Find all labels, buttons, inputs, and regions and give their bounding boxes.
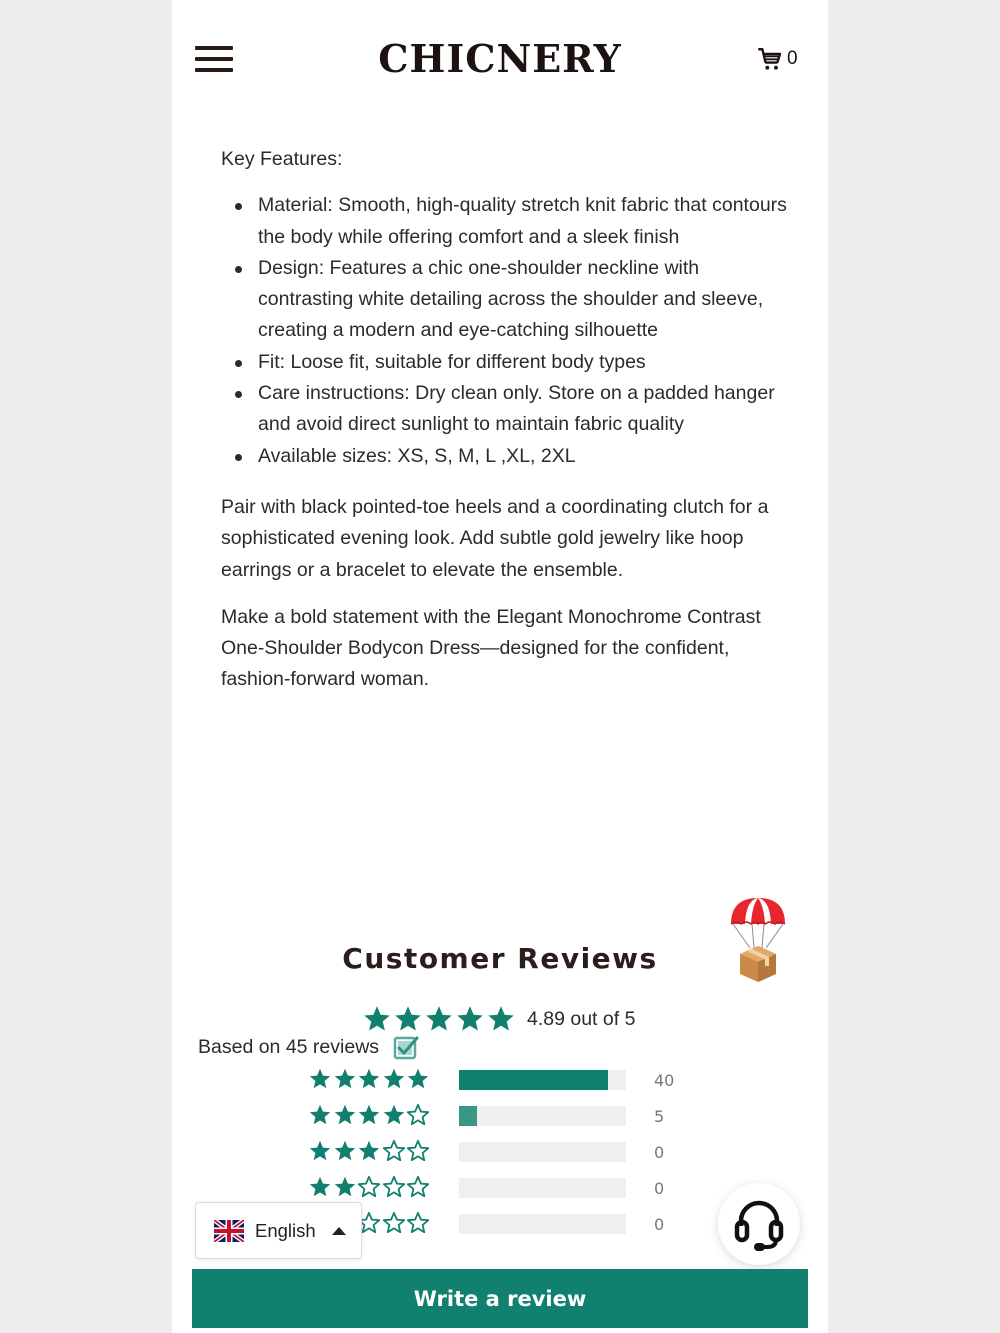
star-filled-icon bbox=[486, 1004, 516, 1034]
star-filled-icon bbox=[357, 1103, 381, 1127]
star-filled-icon bbox=[308, 1175, 332, 1199]
histogram-count: 0 bbox=[654, 1179, 665, 1198]
verified-check-icon bbox=[393, 1034, 419, 1060]
feature-item: Available sizes: XS, S, M, L ,XL, 2XL bbox=[221, 441, 791, 472]
feature-item: Design: Features a chic one-shoulder neckline with contrasting white detailing across the shoulder and sleeve, creating a modern and eye-catching silhouette bbox=[221, 253, 791, 347]
star-filled-icon bbox=[333, 1103, 357, 1127]
key-features-heading: Key Features: bbox=[221, 148, 343, 170]
based-on-row bbox=[198, 1034, 419, 1060]
histogram-bar bbox=[459, 1142, 626, 1162]
row-stars bbox=[308, 1175, 431, 1199]
histogram-bar-fill bbox=[459, 1106, 477, 1126]
star-empty-icon bbox=[382, 1175, 406, 1199]
star-empty-icon bbox=[406, 1175, 430, 1199]
star-empty-icon bbox=[406, 1139, 430, 1163]
average-rating-text: 4.89 out of 5 bbox=[527, 1007, 636, 1030]
average-rating bbox=[362, 1004, 635, 1034]
histogram-count: 0 bbox=[654, 1143, 665, 1162]
star-filled-icon bbox=[357, 1067, 381, 1091]
star-empty-icon bbox=[357, 1175, 381, 1199]
histogram-count: 40 bbox=[654, 1071, 675, 1090]
star-empty-icon bbox=[382, 1139, 406, 1163]
star-filled-icon bbox=[333, 1139, 357, 1163]
histogram-row-1[interactable] bbox=[308, 1210, 688, 1234]
row-stars bbox=[308, 1103, 431, 1127]
histogram-bar bbox=[459, 1214, 626, 1234]
closing-paragraph: Make a bold statement with the Elegant Monochrome Contrast One-Shoulder Bodycon Dress—designed for the confident, fashion-forward woman. bbox=[221, 605, 761, 691]
star-filled-icon bbox=[382, 1067, 406, 1091]
star-filled-icon bbox=[455, 1004, 485, 1034]
star-filled-icon bbox=[333, 1067, 357, 1091]
star-filled-icon bbox=[382, 1103, 406, 1127]
histogram-bar bbox=[459, 1106, 626, 1126]
histogram-row-4[interactable] bbox=[308, 1102, 688, 1126]
star-empty-icon bbox=[382, 1211, 406, 1235]
language-label: English bbox=[255, 1219, 316, 1241]
caret-up-icon bbox=[332, 1227, 346, 1235]
product-description bbox=[221, 144, 791, 712]
star-filled-icon bbox=[308, 1067, 332, 1091]
reviews-title: Customer Reviews bbox=[342, 942, 658, 975]
average-stars bbox=[362, 1004, 517, 1034]
histogram-count: 5 bbox=[654, 1107, 665, 1126]
styling-paragraph: Pair with black pointed-toe heels and a coordinating clutch for a sophisticated evening look. Add subtle gold jewelry like hoop earrings or a bracelet to elevate the ensemble. bbox=[221, 495, 769, 581]
cart-icon bbox=[757, 46, 783, 72]
based-on-text: Based on 45 reviews bbox=[198, 1035, 380, 1058]
histogram-bar-fill bbox=[459, 1070, 608, 1090]
row-stars bbox=[308, 1139, 431, 1163]
star-filled-icon bbox=[393, 1004, 423, 1034]
histogram-row-3[interactable] bbox=[308, 1138, 688, 1162]
language-selector[interactable] bbox=[195, 1202, 362, 1259]
row-stars bbox=[308, 1067, 431, 1091]
cart-count: 0 bbox=[787, 48, 798, 69]
page bbox=[172, 0, 828, 1333]
star-filled-icon bbox=[357, 1139, 381, 1163]
brand-logo[interactable]: CHICNERY bbox=[378, 36, 622, 81]
histogram-row-5[interactable] bbox=[308, 1066, 688, 1090]
star-filled-icon bbox=[362, 1004, 392, 1034]
uk-flag-icon bbox=[214, 1220, 244, 1242]
histogram-row-2[interactable] bbox=[308, 1174, 688, 1198]
star-empty-icon bbox=[406, 1211, 430, 1235]
star-filled-icon bbox=[308, 1139, 332, 1163]
cart-button[interactable] bbox=[757, 46, 798, 72]
feature-item: Care instructions: Dry clean only. Store on a padded hanger and avoid direct sunlight to maintain fabric quality bbox=[221, 378, 791, 441]
star-filled-icon bbox=[406, 1067, 430, 1091]
star-filled-icon bbox=[308, 1103, 332, 1127]
histogram-bar bbox=[459, 1070, 626, 1090]
star-empty-icon bbox=[406, 1103, 430, 1127]
feature-item: Fit: Loose fit, suitable for different body types bbox=[221, 347, 791, 378]
write-review-button[interactable]: Write a review bbox=[192, 1269, 808, 1328]
support-chat-button[interactable] bbox=[718, 1183, 800, 1265]
features-list bbox=[221, 190, 791, 472]
histogram-count: 0 bbox=[654, 1215, 665, 1234]
feature-item: Material: Smooth, high-quality stretch knit fabric that contours the body while offering comfort and a sleek finish bbox=[221, 190, 791, 253]
star-filled-icon bbox=[424, 1004, 454, 1034]
star-filled-icon bbox=[333, 1175, 357, 1199]
headset-icon bbox=[729, 1194, 789, 1254]
histogram-bar bbox=[459, 1178, 626, 1198]
